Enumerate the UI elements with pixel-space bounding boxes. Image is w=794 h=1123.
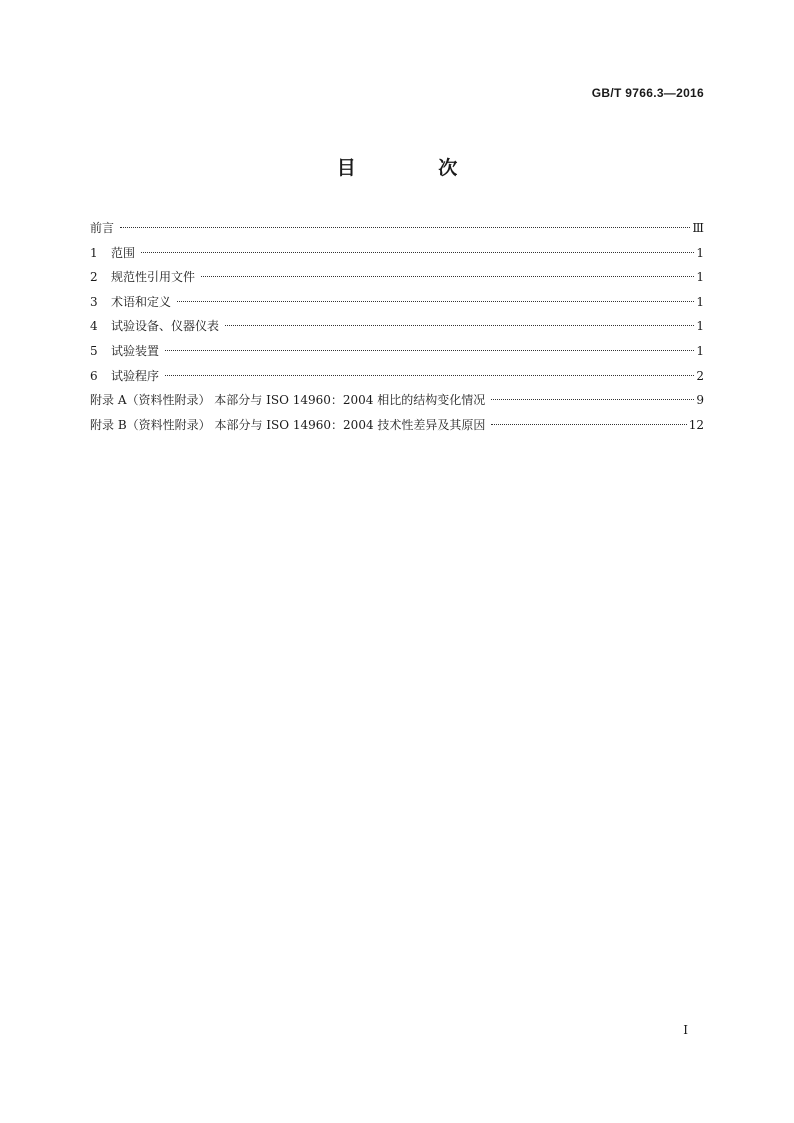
dot-leader: [225, 325, 694, 326]
toc-entry-annex-b[interactable]: [90, 413, 704, 438]
toc-entry-normative-references[interactable]: [90, 265, 704, 290]
toc-entry-number: 3: [90, 294, 98, 309]
dot-leader: [165, 375, 694, 376]
toc-entry-page: 1: [696, 245, 704, 260]
toc-entry-number: 1: [90, 245, 98, 260]
toc-entry-test-equipment[interactable]: [90, 314, 704, 339]
page-title: 目 次: [336, 157, 496, 179]
toc-entry-title: 附录 B（资料性附录） 本部分与 ISO 14960：2004 技术性差异及其原因: [90, 417, 486, 432]
toc-entry-title: 试验设备、仪器仪表: [111, 319, 220, 334]
dot-leader: [491, 399, 694, 400]
page-number: I: [683, 1023, 688, 1037]
dot-leader: [165, 350, 694, 351]
dot-leader: [201, 276, 694, 277]
toc-entry-title: 前言: [90, 221, 115, 235]
toc-entry-test-apparatus[interactable]: [90, 339, 704, 364]
dot-leader: [177, 301, 694, 302]
toc-entry-page: 2: [696, 368, 704, 383]
toc-entry-foreword[interactable]: [90, 216, 704, 241]
toc-entry-page: 12: [688, 417, 704, 432]
toc-entry-test-procedure[interactable]: [90, 364, 704, 389]
toc-entry-number: 2: [90, 270, 98, 285]
toc-entry-title: 试验装置: [111, 343, 160, 358]
toc-entry-page: 1: [696, 294, 704, 309]
dot-leader: [491, 424, 686, 425]
dot-leader: [120, 227, 690, 228]
toc-entry-title: 附录 A（资料性附录） 本部分与 ISO 14960：2004 相比的结构变化情况: [90, 393, 486, 408]
toc-entry-number: 5: [90, 343, 98, 358]
toc-entry-terms-definitions[interactable]: [90, 290, 704, 315]
toc-entry-title: 规范性引用文件: [111, 270, 196, 285]
table-of-contents: [90, 216, 704, 437]
toc-entry-number: 6: [90, 368, 98, 383]
dot-leader: [141, 252, 694, 253]
toc-entry-page: Ⅲ: [692, 221, 704, 235]
toc-entry-page: 1: [696, 270, 704, 285]
toc-entry-title: 术语和定义: [111, 294, 172, 309]
toc-entry-page: 9: [696, 393, 704, 408]
toc-entry-title: 试验程序: [111, 368, 160, 383]
toc-entry-title: 范围: [111, 245, 136, 260]
toc-entry-number: 4: [90, 319, 98, 334]
toc-entry-scope[interactable]: [90, 241, 704, 266]
document-code: GB/T 9766.3—2016: [591, 86, 704, 100]
toc-entry-page: 1: [696, 319, 704, 334]
toc-entry-page: 1: [696, 343, 704, 358]
toc-entry-annex-a[interactable]: [90, 388, 704, 413]
